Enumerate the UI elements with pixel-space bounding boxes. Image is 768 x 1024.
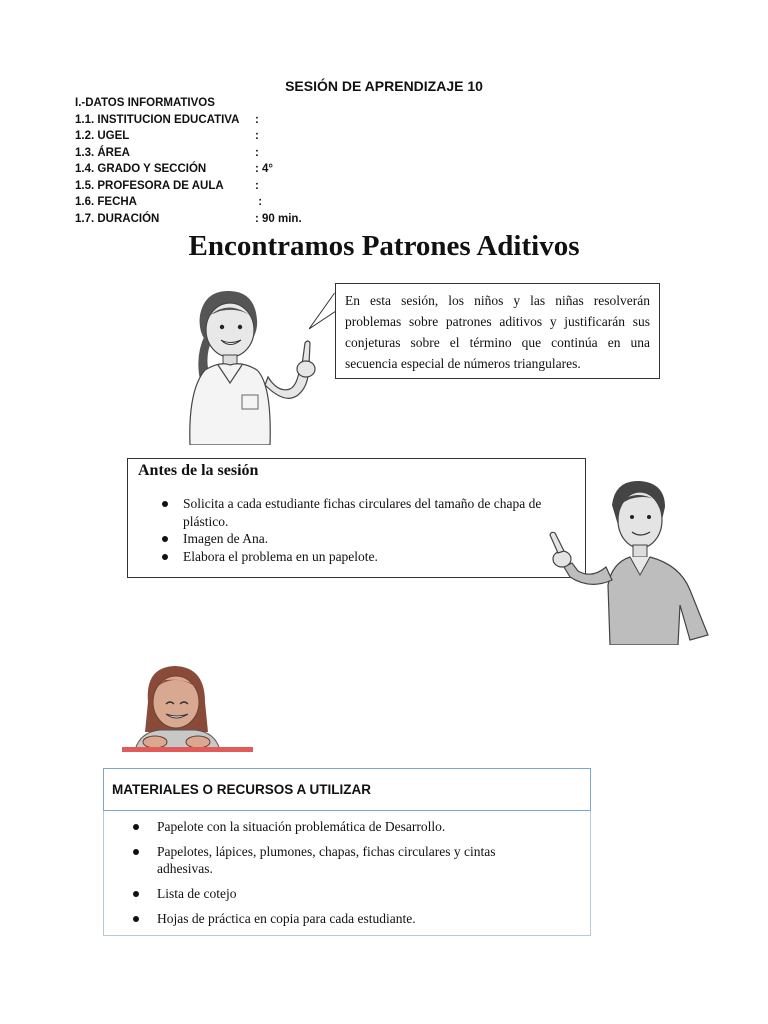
girl-pointing-illustration [160,285,325,445]
teacher-pointing-illustration [540,475,710,645]
materiales-title: MATERIALES O RECURSOS A UTILIZAR [103,768,591,811]
list-item [132,818,552,835]
list-item-text: Elabora el problema en un papelote. [183,548,378,564]
bullet-icon [133,916,139,922]
info-value: : [255,113,259,126]
list-item-text: Papelotes, lápices, plumones, chapas, fichas circulares y cintas adhesivas. [157,844,496,876]
info-value: : 90 min. [255,212,302,225]
info-value: : [255,196,263,208]
info-value: : [255,146,259,159]
info-label: 1.2. UGEL [75,130,130,142]
info-label: 1.1. INSTITUCION EDUCATIVA [75,113,240,126]
info-label: 1.7. DURACIÓN [75,212,160,225]
list-item [132,843,552,877]
list-item [160,548,550,566]
materiales-list [132,818,552,935]
list-item-text: Lista de cotejo [157,886,237,901]
info-label: 1.3. ÁREA [75,146,130,159]
info-label: 1.5. PROFESORA DE AULA [75,179,224,192]
bullet-icon [162,554,168,560]
bullet-icon [162,536,168,542]
antes-title: Antes de la sesión [138,462,259,479]
list-item-text: Papelote con la situación problemática de Desarrollo. [157,819,446,834]
info-value: : [255,179,259,192]
bullet-icon [133,849,139,855]
list-item-text: Hojas de práctica en copia para cada estudiante. [157,911,416,926]
info-label: 1.4. GRADO Y SECCIÓN [75,163,207,175]
bullet-icon [162,501,168,507]
bullet-icon [133,891,139,897]
list-item [132,885,552,902]
session-title: SESIÓN DE APRENDIZAJE 10 [285,78,483,94]
info-value: : [255,130,259,142]
list-item [132,910,552,927]
list-item [160,530,550,548]
list-item-text: Imagen de Ana. [183,531,269,546]
list-item-text: Solicita a cada estudiante fichas circulares del tamaño de chapa de plástico. [183,496,542,529]
girl-at-desk-illustration [120,662,255,754]
intro-speech-bubble: En esta sesión, los niños y las niñas resolverán problemas sobre patrones aditivos y justificarán sus conjeturas sobre el término que continúa en una secuencia especial de números triangulares. [335,283,660,379]
datos-title: I.-DATOS INFORMATIVOS [75,97,215,109]
main-title: Encontramos Patrones Aditivos [188,230,580,262]
list-item [160,495,550,530]
info-value: : 4° [255,163,274,175]
antes-list [160,495,550,565]
bullet-icon [133,824,139,830]
info-label: 1.6. FECHA [75,196,137,208]
